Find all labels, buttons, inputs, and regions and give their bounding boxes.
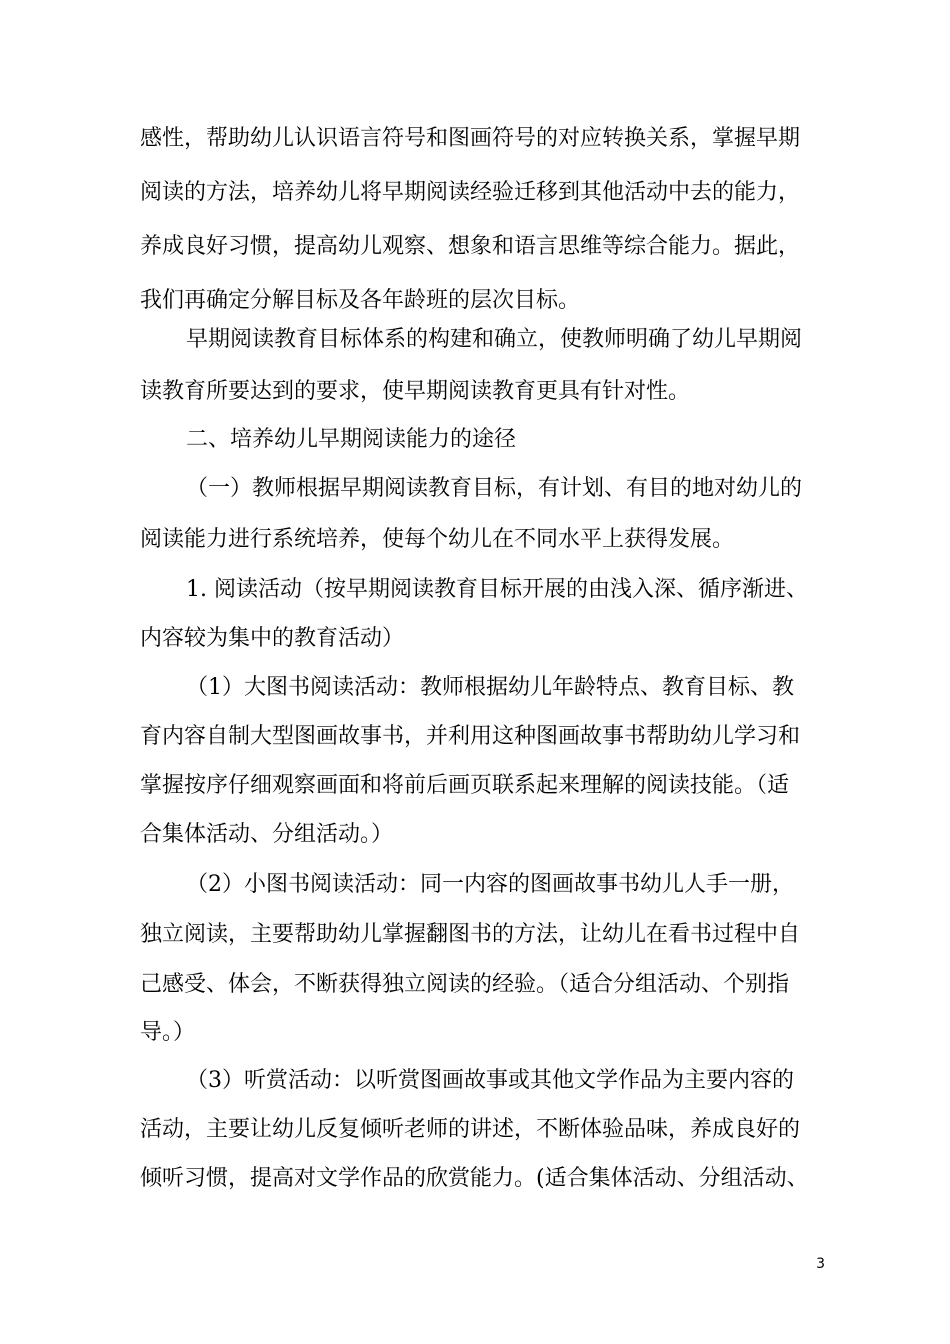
text-line: 阅读的方法，培养幼儿将早期阅读经验迁移到其他活动中去的能力，	[140, 180, 801, 205]
text-line: 己感受、体会，不断获得独立阅读的经验。（适合分组活动、个别指	[140, 972, 790, 997]
text-line: 感性，帮助幼儿认识语言符号和图画符号的对应转换关系，掌握早期	[140, 126, 801, 151]
text-line: 育内容自制大型图画故事书，并利用这种图画故事书帮助幼儿学习和	[140, 724, 801, 749]
text-line: （1）大图书阅读活动：教师根据幼儿年龄特点、教育目标、教	[186, 675, 794, 700]
text-line: 独立阅读，主要帮助幼儿掌握翻图书的方法，让幼儿在看书过程中自	[140, 922, 801, 947]
text-line: （2）小图书阅读活动：同一内容的图画故事书幼儿人手一册，	[186, 872, 794, 897]
text-line: （一）教师根据早期阅读教育目标，有计划、有目的地对幼儿的	[186, 476, 803, 501]
text-line: 阅读能力进行系统培养，使每个幼儿在不同水平上获得发展。	[140, 527, 735, 552]
text-line: 掌握按序仔细观察画面和将前后画页联系起来理解的阅读技能。（适	[140, 773, 790, 798]
text-line: 我们再确定分解目标及各年龄班的层次目标。	[140, 288, 581, 313]
section-heading: 二、培养幼儿早期阅读能力的途径	[186, 427, 517, 452]
text-line: 合集体活动、分组活动。）	[140, 822, 394, 847]
page-number: 3	[816, 1256, 825, 1272]
text-line: 内容较为集中的教育活动）	[140, 626, 405, 651]
text-line: 养成良好习惯，提高幼儿观察、想象和语言思维等综合能力。据此，	[140, 234, 801, 259]
text-line: 倾听习惯，提高对文学作品的欣赏能力。(适合集体活动、分组活动、	[140, 1166, 809, 1191]
text-line: 导。）	[140, 1020, 196, 1045]
text-line: （3）听赏活动：以听赏图画故事或其他文学作品为主要内容的	[186, 1068, 794, 1093]
text-line: 1. 阅读活动（按早期阅读教育目标开展的由浅入深、循序渐进、	[186, 577, 808, 602]
text-line: 早期阅读教育目标体系的构建和确立，使教师明确了幼儿早期阅	[186, 327, 803, 352]
text-line: 读教育所要达到的要求，使早期阅读教育更具有针对性。	[140, 379, 691, 404]
text-line: 活动，主要让幼儿反复倾听老师的讲述，不断体验品味，养成良好的	[140, 1117, 801, 1142]
